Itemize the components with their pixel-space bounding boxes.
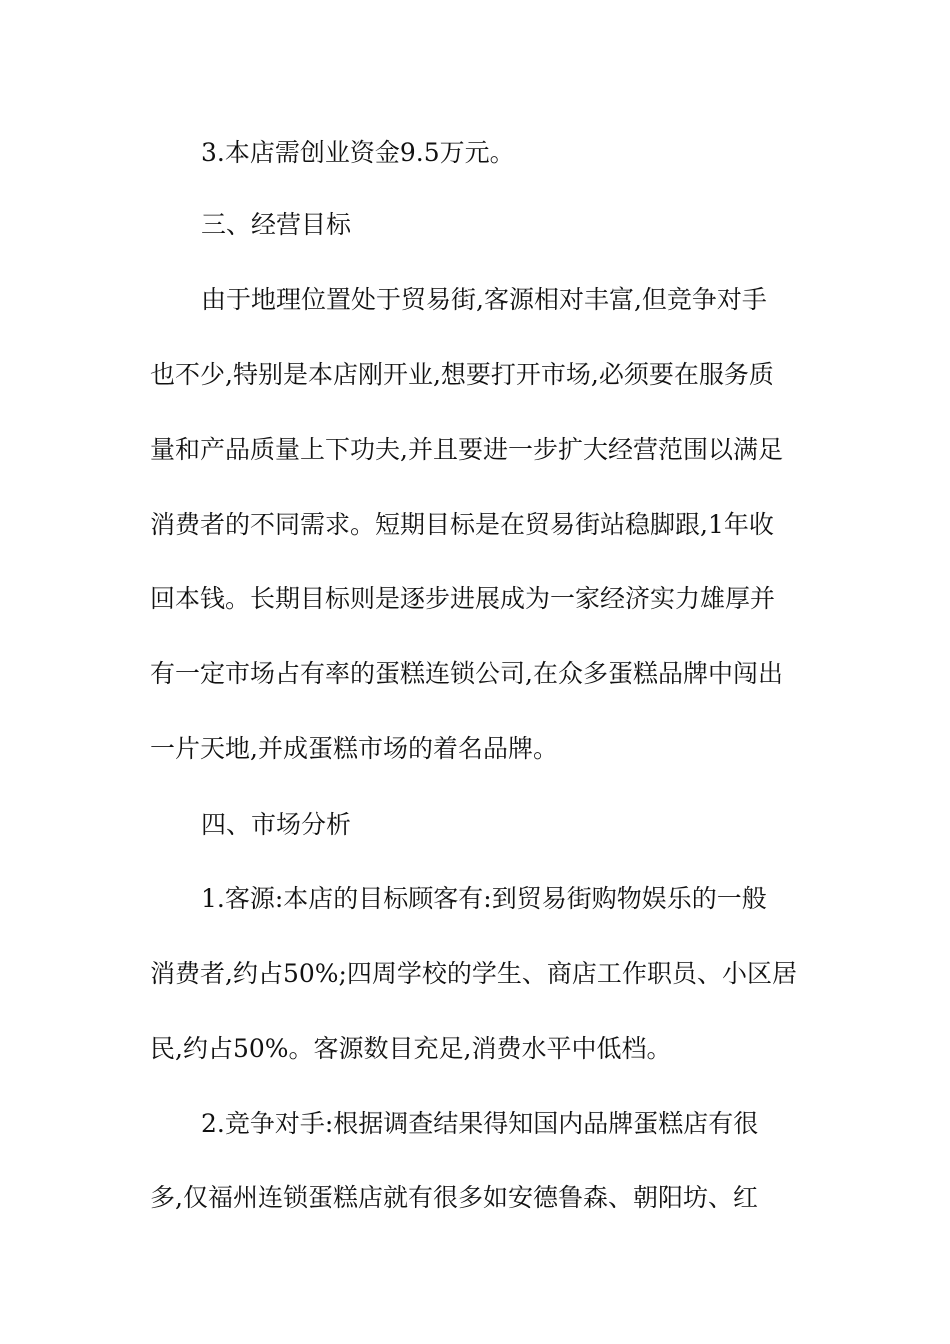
paragraph-goals-line: 由于地理位置处于贸易街,客源相对丰富,但竞争对手 bbox=[201, 285, 767, 314]
paragraph-customers-line: 1.客源:本店的目标顾客有:到贸易街购物娱乐的一般 bbox=[201, 884, 767, 913]
paragraph-competitors-line: 2.竞争对手:根据调查结果得知国内品牌蛋糕店有很 bbox=[201, 1109, 759, 1138]
paragraph-goals-line: 回本钱。长期目标则是逐步进展成为一家经济实力雄厚并 bbox=[150, 584, 776, 613]
paragraph-goals-line: 量和产品质量上下功夫,并且要进一步扩大经营范围以满足 bbox=[150, 435, 783, 464]
paragraph-customers-line: 消费者,约占50%;四周学校的学生、商店工作职员、小区居 bbox=[150, 959, 797, 988]
section-heading-market-analysis: 四、市场分析 bbox=[201, 810, 352, 839]
paragraph-customers-line: 民,约占50%。客源数目充足,消费水平中低档。 bbox=[150, 1034, 672, 1063]
section-heading-business-goals: 三、经营目标 bbox=[201, 210, 352, 239]
paragraph-competitors-line: 多,仅福州连锁蛋糕店就有很多如安德鲁森、朝阳坊、红 bbox=[150, 1183, 758, 1212]
paragraph-funding: 3.本店需创业资金9.5万元。 bbox=[201, 138, 515, 167]
paragraph-goals-line: 也不少,特别是本店刚开业,想要打开市场,必须要在服务质 bbox=[150, 360, 774, 389]
paragraph-goals-line: 有一定市场占有率的蛋糕连锁公司,在众多蛋糕品牌中闯出 bbox=[150, 659, 783, 688]
paragraph-goals-line: 消费者的不同需求。短期目标是在贸易街站稳脚跟,1年收 bbox=[150, 510, 774, 539]
paragraph-goals-line: 一片天地,并成蛋糕市场的着名品牌。 bbox=[150, 734, 558, 763]
